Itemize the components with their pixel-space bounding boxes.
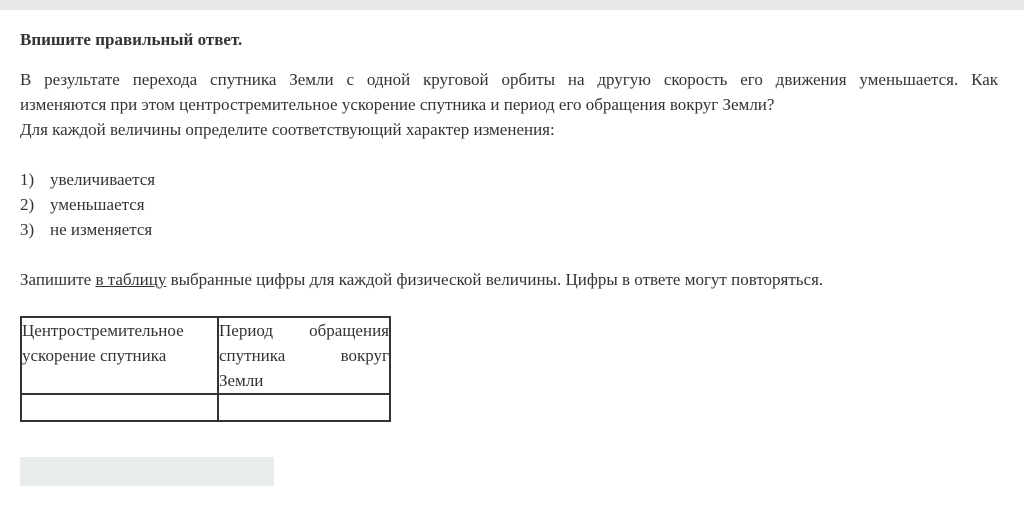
option-item <box>20 192 998 217</box>
option-text: увеличивается <box>50 170 156 189</box>
table-header-row <box>21 317 390 394</box>
answer-table <box>20 316 391 422</box>
instruction-before: Запишите <box>20 270 96 289</box>
header-period <box>218 317 390 394</box>
answer-input[interactable] <box>20 457 274 486</box>
option-text: уменьшается <box>50 195 145 214</box>
question-line: изменяются при этом центростремительное ускорение спутника и период его обращения вокруг Земли? <box>20 95 775 114</box>
instruction-text <box>20 267 998 292</box>
answer-cell-acceleration[interactable] <box>21 394 218 421</box>
top-bar <box>0 0 1024 10</box>
header-acceleration <box>21 317 218 394</box>
table-link[interactable]: в таблицу <box>95 270 167 289</box>
option-number: 3) <box>20 220 35 239</box>
header-line: Центростремительное <box>22 321 184 340</box>
task-heading: Впишите правильный ответ. <box>20 30 243 49</box>
task-content <box>20 27 998 292</box>
option-item <box>20 167 998 192</box>
options-list <box>20 167 998 242</box>
option-text: не изменяется <box>50 220 153 239</box>
question-line: Для каждой величины определите соответствующий характер изменения: <box>20 120 555 139</box>
answer-cell-period[interactable] <box>218 394 390 421</box>
option-number: 2) <box>20 195 35 214</box>
header-line: Период обращения <box>219 321 389 340</box>
instruction-after: выбранные цифры для каждой физической величины. Цифры в ответе могут повторяться. <box>166 270 824 289</box>
table-answer-row <box>21 394 390 421</box>
header-line: Земли <box>219 371 264 390</box>
option-number: 1) <box>20 170 35 189</box>
header-line: ускорение спутника <box>22 346 167 365</box>
header-line: спутника вокруг <box>219 346 389 365</box>
question-text <box>20 67 998 142</box>
question-line: В результате перехода спутника Земли с одной круговой орбиты на другую скорость его движения уменьшается. Как <box>20 70 998 89</box>
option-item <box>20 217 998 242</box>
